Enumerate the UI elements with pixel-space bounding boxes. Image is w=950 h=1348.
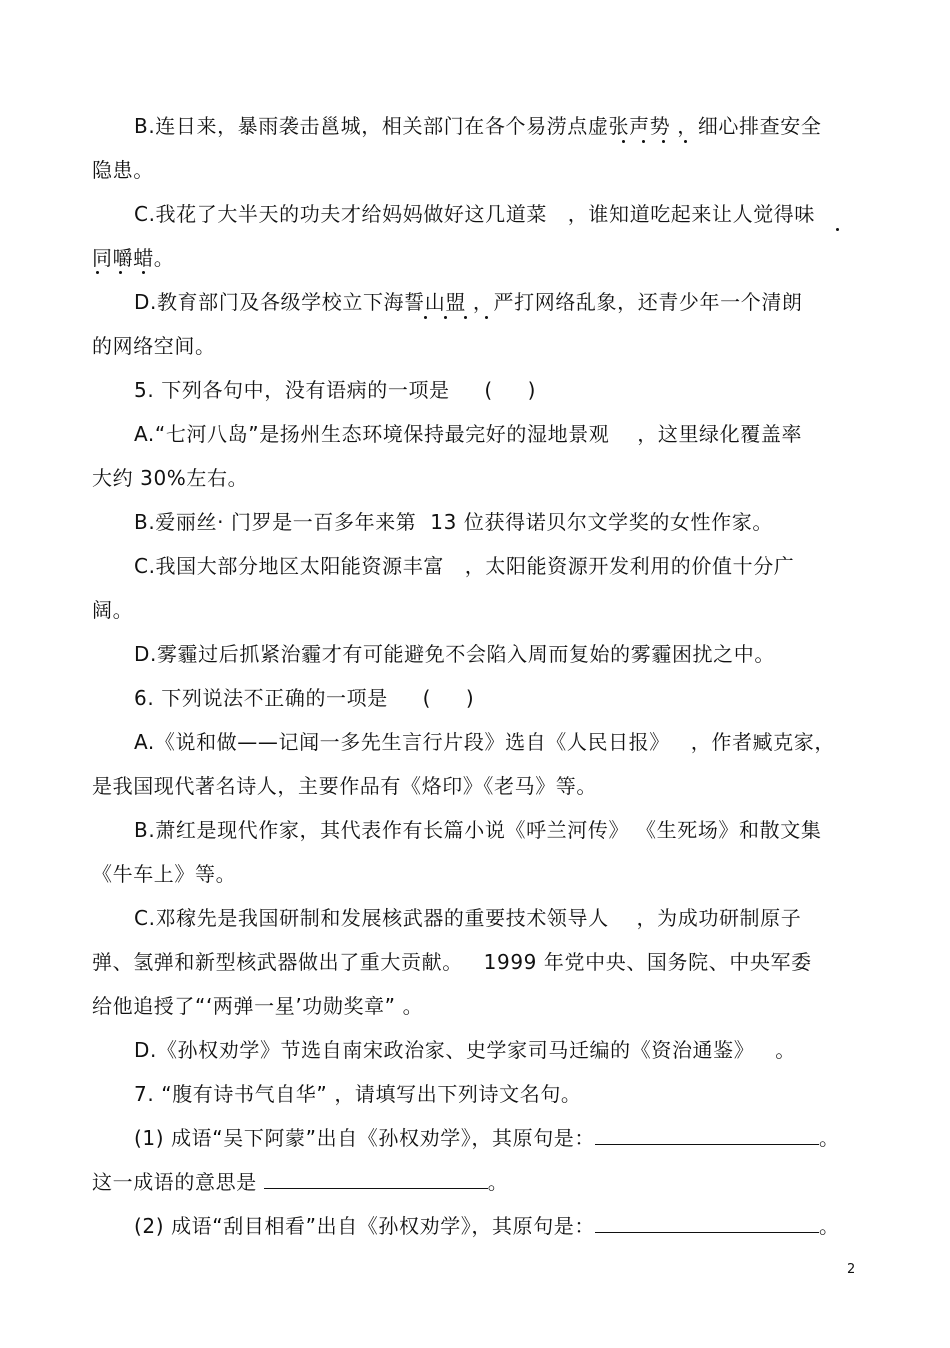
option-6a-line1: A.《说和做——记闻一多先生言行片段》选自《人民日报》 ，作者臧克家，	[134, 730, 835, 754]
question-7-part1	[134, 1124, 840, 1152]
question-7-part1-meaning	[92, 1168, 508, 1196]
option-4b-line2: 隐患。	[92, 158, 154, 182]
option-6a-line2: 是我国现代著名诗人，主要作品有《烙印》《老马》等。	[92, 774, 597, 798]
option-4d-line2: 的网络空间。	[92, 334, 216, 358]
page-number: 2	[847, 1262, 856, 1277]
option-5a-line2: 大约 30%左右。	[92, 466, 249, 490]
option-6c-line2: 弹、氢弹和新型核武器做出了重大贡献。 1999 年党中央、国务院、中央军委	[92, 950, 812, 974]
answer-blank-3[interactable]	[595, 1212, 819, 1233]
part1-end: 。	[819, 1126, 840, 1150]
option-4d-line1: D.教育部门及各级学校立下海誓山盟 ，严打网络乱象，还青少年一个清朗	[134, 290, 803, 314]
option-6b-line1: B.萧红是现代作家，其代表作有长篇小说《呼兰河传》 《生死场》和散文集	[134, 818, 822, 842]
option-6c-line1: C.邓稼先是我国研制和发展核武器的重要技术领导人 ，为成功研制原子	[134, 906, 802, 930]
option-5c-line2: 阔。	[92, 598, 134, 622]
option-5c-line1: C.我国大部分地区太阳能资源丰富 ，太阳能资源开发利用的价值十分广	[134, 554, 795, 578]
question-6-stem: 6. 下列说法不正确的一项是 ( )	[134, 686, 475, 710]
meaning-end: 。	[487, 1170, 509, 1194]
meaning-text: 这一成语的意思是	[92, 1170, 264, 1194]
option-5b: B.爱丽丝· 门罗是一百多年来第 13 位获得诺贝尔文学奖的女性作家。	[134, 510, 773, 534]
option-6d: D.《孙权劝学》节选自南宋政治家、史学家司马迁编的《资治通鉴》 。	[134, 1038, 796, 1062]
answer-blank-2[interactable]	[264, 1168, 488, 1189]
part2-end: 。	[819, 1214, 840, 1238]
option-4b-line1: B.连日来，暴雨袭击邕城，相关部门在各个易涝点虚张声势 ，细心排查安全	[134, 114, 822, 138]
option-5d: D.雾霾过后抓紧治霾才有可能避免不会陷入周而复始的雾霾困扰之中。	[134, 642, 775, 666]
option-4c-line2: 同嚼蜡。	[92, 246, 175, 270]
option-5a-line1: A.“七河八岛”是扬州生态环境保持最完好的湿地景观 ，这里绿化覆盖率	[134, 422, 803, 446]
question-5-stem: 5. 下列各句中，没有语病的一项是 ( )	[134, 378, 537, 402]
option-4c-line1: C.我花了大半天的功夫才给妈妈做好这几道菜 ，谁知道吃起来让人觉得味	[134, 202, 815, 226]
option-6b-line2: 《牛车上》等。	[92, 862, 237, 886]
part2-text: (2) 成语“刮目相看”出自《孙权劝学》，其原句是：	[134, 1214, 596, 1238]
question-7-stem: 7. “腹有诗书气自华” ，请填写出下列诗文名句。	[134, 1082, 582, 1106]
question-7-part2	[134, 1212, 840, 1240]
answer-blank-1[interactable]	[595, 1124, 819, 1145]
part1-text: (1) 成语“吴下阿蒙”出自《孙权劝学》，其原句是：	[134, 1126, 596, 1150]
option-6c-line3: 给他追授了“‘两弹一星’功勋奖章” 。	[92, 994, 424, 1018]
